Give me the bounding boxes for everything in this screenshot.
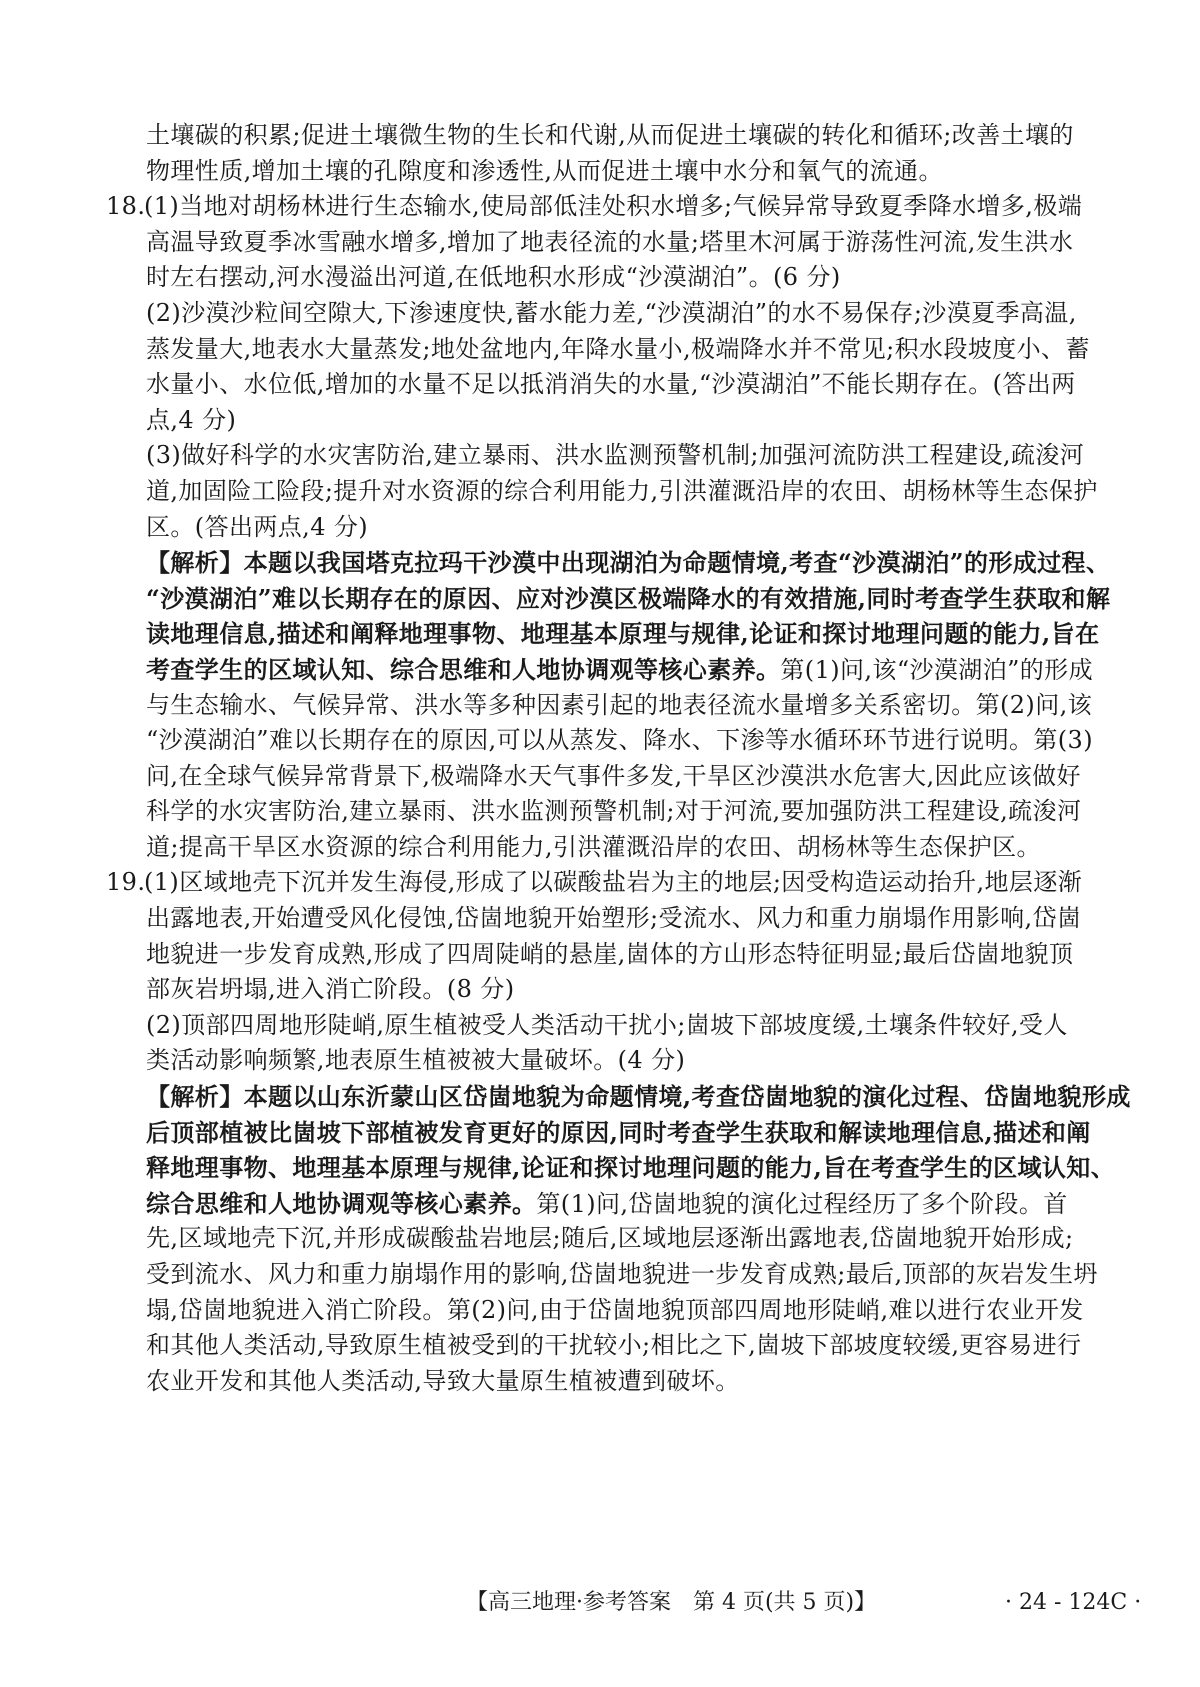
text-line: 水量小、水位低,增加的水量不足以抵消消失的水量,“沙漠湖泊”不能长期存在。(答出两 xyxy=(146,370,1076,399)
text-line: 类活动影响频繁,地表原生植被被大量破坏。(4 分) xyxy=(146,1046,686,1075)
analysis-line: 【解析】本题以我国塔克拉玛干沙漠中出现湖泊为命题情境,考查“沙漠湖泊”的形成过程、 xyxy=(146,548,1111,578)
analysis-line: 读地理信息,描述和阐释地理事物、地理基本原理与规律,论证和探讨地理问题的能力,旨在 xyxy=(146,619,1100,649)
analysis-text: 第(1)问,岱崮地貌的演化过程经历了多个阶段。首 xyxy=(536,1189,1068,1218)
analysis-line: 释地理事物、地理基本原理与规律,论证和探讨地理问题的能力,旨在考查学生的区域认知、 xyxy=(146,1153,1116,1183)
text-line: 高温导致夏季冰雪融水增多,增加了地表径流的水量;塔里木河属于游荡性河流,发生洪水 xyxy=(146,227,1074,256)
analysis-text: 第(1)问,该“沙漠湖泊”的形成 xyxy=(780,655,1093,684)
text-line: 时左右摆动,河水漫溢出河道,在低地积水形成“沙漠湖泊”。(6 分) xyxy=(146,263,841,292)
text-line: (1)区域地壳下沉并发生海侵,形成了以碳酸盐岩为主的地层;因受构造运动抬升,地层逐渐 xyxy=(144,868,1083,897)
text-line: 科学的水灾害防治,建立暴雨、洪水监测预警机制;对于河流,要加强防洪工程建设,疏浚河 xyxy=(146,797,1082,826)
text-line: “沙漠湖泊”难以长期存在的原因,可以从蒸发、降水、下渗等水循环环节进行说明。第(3) xyxy=(146,726,1093,755)
text-line: 和其他人类活动,导致原生植被受到的干扰较小;相比之下,崮坡下部坡度较缓,更容易进行 xyxy=(146,1331,1082,1360)
question-number: 18. xyxy=(106,192,146,221)
question-18-line xyxy=(108,189,1110,225)
text-line: 地貌进一步发育成熟,形成了四周陡峭的悬崖,崮体的方山形态特征明显;最后岱崮地貌顶 xyxy=(146,939,1074,968)
text-line: 部灰岩坍塌,进入消亡阶段。(8 分) xyxy=(146,975,515,1004)
text-line: (2)顶部四周地形陡峭,原生植被受人类活动干扰小;崮坡下部坡度缓,土壤条件较好,受人 xyxy=(146,1010,1068,1039)
text-line: 先,区域地壳下沉,并形成碳酸盐岩地层;随后,区域地层逐渐出露地表,岱崮地貌开始形成; xyxy=(146,1224,1074,1253)
text-line: 土壤碳的积累;促进土壤微生物的生长和代谢,从而促进土壤碳的转化和循环;改善土壤的 xyxy=(146,121,1074,149)
text-line: 点,4 分) xyxy=(146,405,237,434)
question-number: 19. xyxy=(106,868,146,897)
footer-page-info: 【高三地理·参考答案 第 4 页(共 5 页)】 xyxy=(466,1590,877,1615)
text-line: 蒸发量大,地表水大量蒸发;地处盆地内,年降水量小,极端降水并不常见;积水段坡度小、蓄 xyxy=(146,334,1090,363)
text-line: (3)做好科学的水灾害防治,建立暴雨、洪水监测预警机制;加强河流防洪工程建设,疏浚河 xyxy=(146,441,1085,470)
text-line: (1)当地对胡杨林进行生态输水,使局部低洼处积水增多;气候异常导致夏季降水增多,极端 xyxy=(144,192,1083,221)
question-19-line xyxy=(108,865,1110,901)
analysis-line: 【解析】本题以山东沂蒙山区岱崮地貌为命题情境,考查岱崮地貌的演化过程、岱崮地貌形成 xyxy=(146,1082,1131,1112)
analysis-line: “沙漠湖泊”难以长期存在的原因、应对沙漠区极端降水的有效措施,同时考查学生获取和解 xyxy=(146,583,1111,613)
text-line: 问,在全球气候异常背景下,极端降水天气事件多发,干旱区沙漠洪水危害大,因此应该做好 xyxy=(146,761,1081,790)
footer-code: · 24 - 124C · xyxy=(1005,1590,1142,1615)
analysis-line xyxy=(108,652,1110,688)
text-line: (2)沙漠沙粒间空隙大,下渗速度快,蓄水能力差,“沙漠湖泊”的水不易保存;沙漠夏季高温, xyxy=(146,298,1077,327)
text-line: 塌,岱崮地貌进入消亡阶段。第(2)问,由于岱崮地貌顶部四周地形陡峭,难以进行农业开发 xyxy=(146,1295,1084,1324)
answer-content xyxy=(106,118,1131,1399)
analysis-bold-text: 综合思维和人地协调观等核心素养。 xyxy=(146,1188,537,1218)
text-line: 道;提高干旱区水资源的综合利用能力,引洪灌溉沿岸的农田、胡杨林等生态保护区。 xyxy=(146,832,1041,861)
text-line: 农业开发和其他人类活动,导致大量原生植被遭到破坏。 xyxy=(146,1366,740,1395)
text-line: 道,加固险工险段;提升对水资源的综合利用能力,引洪灌溉沿岸的农田、胡杨林等生态保护 xyxy=(146,476,1098,505)
text-line: 物理性质,增加土壤的孔隙度和渗透性,从而促进土壤中水分和氧气的流通。 xyxy=(146,156,943,185)
page-footer xyxy=(0,1586,1200,1620)
text-line: 出露地表,开始遭受风化侵蚀,岱崮地貌开始塑形;受流水、风力和重力崩塌作用影响,岱崮 xyxy=(146,904,1082,933)
text-line: 受到流水、风力和重力崩塌作用的影响,岱崮地貌进一步发育成熟;最后,顶部的灰岩发生坍 xyxy=(146,1260,1098,1288)
analysis-bold-text: 考查学生的区域认知、综合思维和人地协调观等核心素养。 xyxy=(146,654,781,684)
text-line: 区。(答出两点,4 分) xyxy=(146,512,369,541)
text-line: 与生态输水、气候异常、洪水等多种因素引起的地表径流水量增多关系密切。第(2)问,该 xyxy=(146,690,1093,719)
analysis-line: 后顶部植被比崮坡下部植被发育更好的原因,同时考查学生获取和解读地理信息,描述和阐 xyxy=(146,1117,1091,1147)
analysis-line xyxy=(108,1186,1110,1222)
